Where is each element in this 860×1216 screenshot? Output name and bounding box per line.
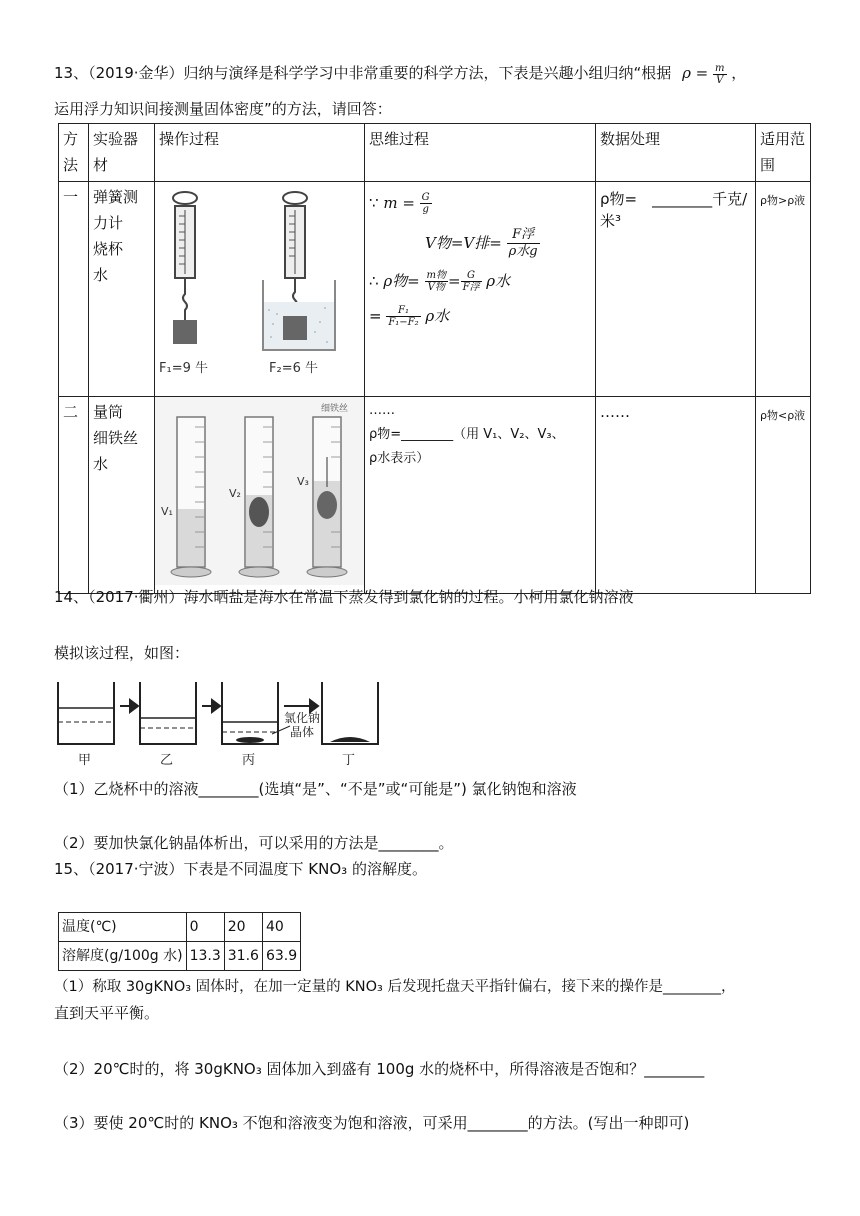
beaker-label-bing: 丙 (242, 753, 256, 768)
method-1-equipment: 弹簧测 力计 烧杯 水 (89, 182, 155, 397)
q14-sub1: （1）乙烧杯中的溶液________(选填“是”、“不是”或“可能是”) 氯化钠饱和溶液 (54, 780, 577, 798)
density-formula: ρ = $\frac{m}{V}$ (682, 62, 725, 86)
f2-label: F₂=6 牛 (269, 361, 318, 376)
method-2-procedure (155, 397, 365, 594)
crystal-label-1: 氯化钠 (284, 711, 321, 725)
spring-scale-illustration (155, 182, 364, 388)
method-1-scope: ρ物>ρ液 (756, 182, 811, 397)
table-row-method-1 (59, 182, 811, 397)
method-1-thinking: ∵ m = $\frac{G}{g}$ V物=V排= $\frac{\text{F浮}}{\text{ρ水g}}$ ∴ ρ物= $\frac{\text{m物}}{\text{V物}}$ = $\frac{G}{\text{F浮}}$ ρ水 = $\frac{\text{F₁}}{\text{F₁−F₂}}$ ρ水 (365, 182, 596, 397)
header-data: 数据处理 (596, 124, 756, 182)
q13-intro-line1: 13、（2019·金华）归纳与演绎是科学学习中非常重要的科学方法，下表是兴趣小组归纳“根据 ρ = $\frac{m}{V}$ ， (54, 62, 747, 86)
q14-line2: 模拟该过程，如图： (54, 644, 190, 662)
table-header-row (59, 124, 811, 182)
method-1-data: ρ物= ________千克/米³ (596, 182, 756, 397)
density-methods-table (58, 123, 811, 594)
beaker-label-ding: 丁 (342, 753, 356, 768)
q13-intro-line2: 运用浮力知识间接测量固体密度”的方法，请回答： (54, 100, 392, 118)
header-thinking: 思维过程 (365, 124, 596, 182)
table-row-method-2 (59, 397, 811, 594)
q15-sub2: （2）20℃时的，将 30gKNO₃ 固体加入到盛有 100g 水的烧杯中，所得溶液是否饱和？________ (54, 1060, 705, 1078)
svg-text:V₁: V₁ (161, 505, 173, 518)
f1-label: F₁=9 牛 (159, 361, 208, 376)
q14-line1: 14、（2017·衢州）海水晒盐是海水在常温下蒸发得到氯化钠的过程。小柯用氯化钠溶液 (54, 588, 634, 606)
method-2-thinking: …… ρ物=________（用 V₁、V₂、V₃、 ρ水表示） (365, 397, 596, 594)
svg-text:细铁丝: 细铁丝 (321, 404, 349, 414)
method-1-label: 一 (59, 182, 89, 397)
method-2-label: 二 (59, 397, 89, 594)
method-2-equipment: 量筒 细铁丝 水 (89, 397, 155, 594)
q15-sub1-a: （1）称取 30gKNO₃ 固体时，在加一定量的 KNO₃ 后发现托盘天平指针偏右，接下来的操作是________， (54, 979, 736, 995)
method-1-procedure (155, 182, 365, 397)
header-scope: 适用范围 (756, 124, 811, 182)
evaporation-beakers-diagram (50, 678, 400, 770)
svg-text:V₂: V₂ (229, 487, 241, 500)
header-method: 方法 (59, 124, 89, 182)
method-2-scope: ρ物<ρ液 (756, 397, 811, 594)
q15-sub1-b: 直到天平平衡。 (54, 1004, 160, 1022)
header-equipment: 实验器材 (89, 124, 155, 182)
beaker-label-jia: 甲 (78, 753, 92, 768)
svg-text:V₃: V₃ (297, 475, 309, 488)
graduated-cylinders-illustration (155, 397, 364, 585)
q14-sub2: （2）要加快氯化钠晶体析出，可以采用的方法是________。 (54, 834, 454, 852)
q15-sub3: （3）要使 20℃时的 KNO₃ 不饱和溶液变为饱和溶液，可采用________的方法。(写出一种即可) (54, 1114, 690, 1132)
method-2-data: …… (596, 397, 756, 594)
kno3-solubility-table (58, 912, 301, 971)
beaker-label-yi: 乙 (160, 753, 174, 768)
crystal-label-2: 晶体 (290, 725, 315, 739)
table-row: 溶解度(g/100g 水) 13.3 31.6 63.9 (59, 942, 301, 971)
header-procedure: 操作过程 (155, 124, 365, 182)
table-row: 温度(℃) 0 20 40 (59, 913, 301, 942)
q15-line1: 15、（2017·宁波）下表是不同温度下 KNO₃ 的溶解度。 (54, 860, 427, 878)
